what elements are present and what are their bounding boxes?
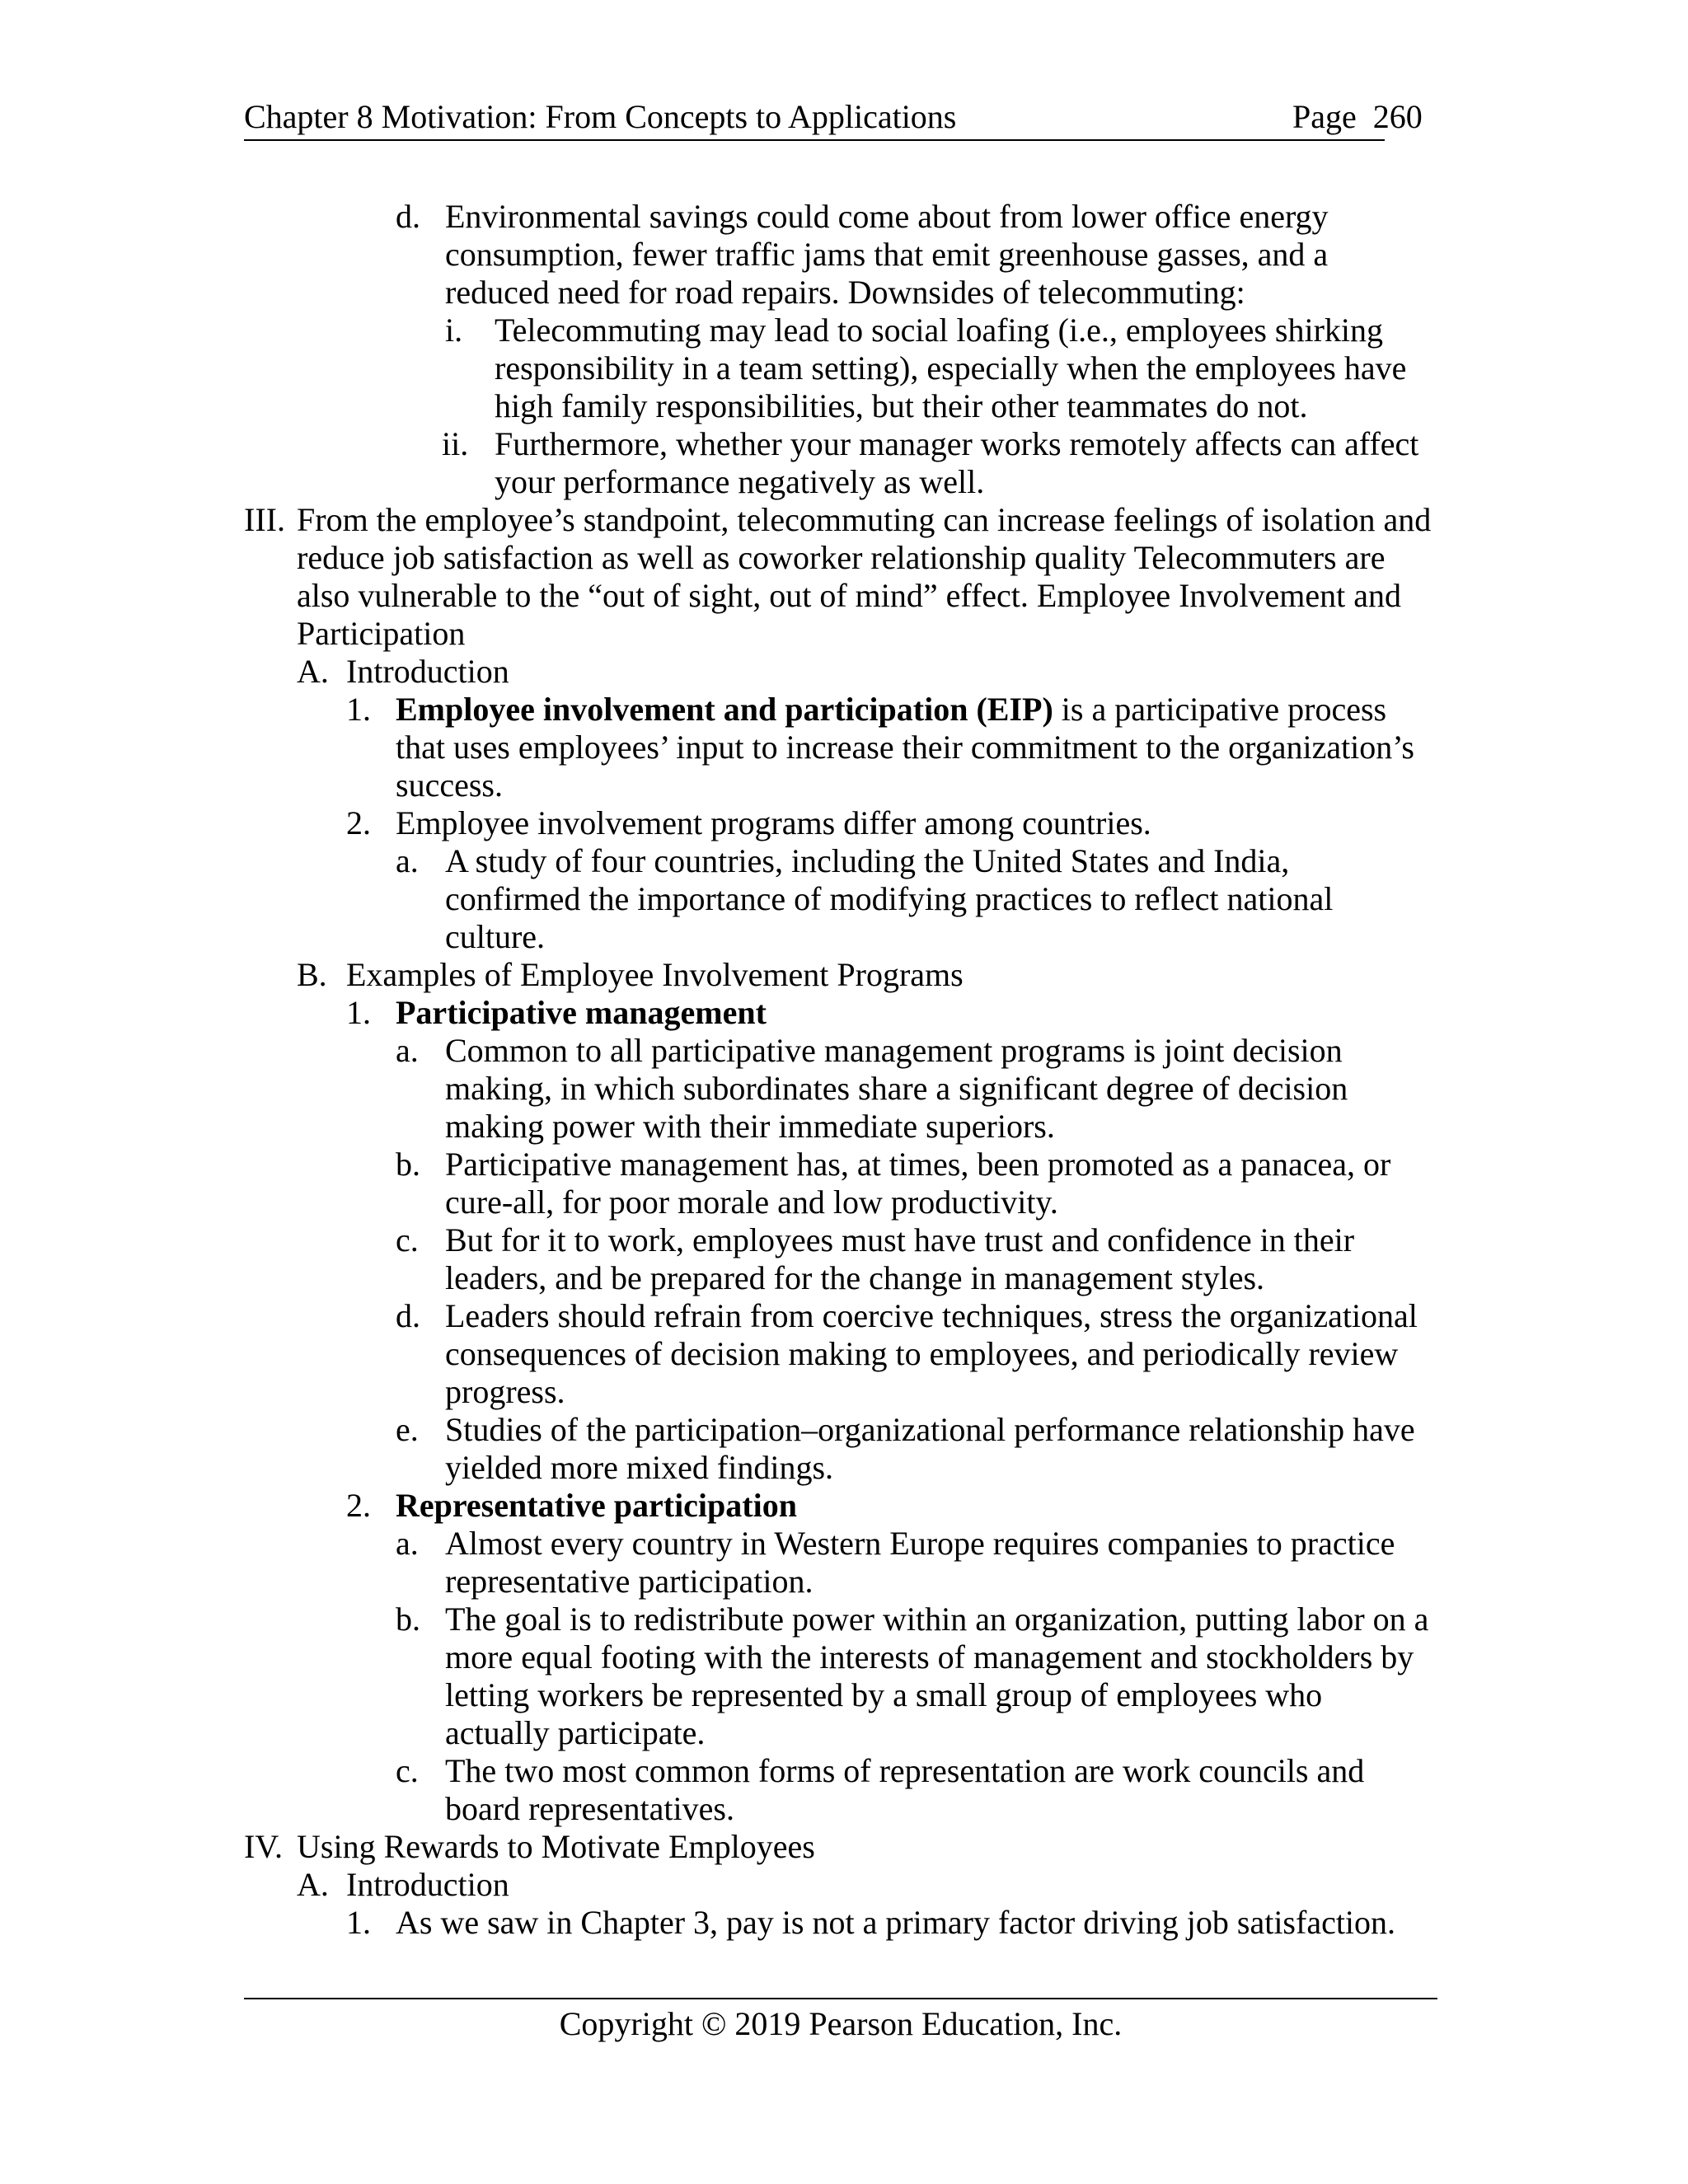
line-text: your performance negatively as well.	[495, 463, 985, 500]
outline-text	[445, 1411, 1415, 1449]
outline-text	[445, 1335, 1398, 1373]
outline-line	[244, 198, 1451, 236]
outline-text	[445, 1638, 1414, 1676]
outline-text	[297, 539, 1385, 577]
outline-text	[445, 1563, 813, 1601]
outline-text	[445, 1070, 1348, 1108]
line-text: Furthermore, whether your manager works remotely affects can affect	[495, 425, 1419, 462]
outline-text	[495, 463, 984, 501]
line-text: Using Rewards to Motivate Employees	[297, 1828, 815, 1865]
copyright-notice: Copyright © 2019 Pearson Education, Inc.	[559, 2005, 1123, 2042]
outline-text	[346, 1866, 509, 1904]
outline-line	[244, 501, 1451, 539]
outline-marker: c.	[396, 1221, 419, 1258]
outline-text	[346, 956, 964, 994]
outline-marker: 2.	[346, 1487, 371, 1524]
outline-text	[495, 425, 1418, 463]
outline-line	[244, 577, 1451, 615]
line-text: that uses employees’ input to increase their commitment to the organization’s	[396, 729, 1414, 766]
outline-line	[244, 1183, 1451, 1221]
outline-text	[297, 577, 1401, 615]
line-text: consumption, fewer traffic jams that emit greenhouse gasses, and a	[445, 236, 1329, 273]
line-text: The two most common forms of representation are work councils and	[445, 1752, 1365, 1789]
outline-text	[445, 1183, 1058, 1221]
outline-line	[244, 615, 1451, 653]
header-rule	[244, 139, 1385, 141]
line-text: Studies of the participation–organizational performance relationship have	[445, 1411, 1415, 1448]
outline-text	[445, 236, 1328, 274]
outline-text	[445, 1221, 1354, 1259]
outline-text	[445, 880, 1333, 918]
line-text: As we saw in Chapter 3, pay is not a primary factor driving job satisfaction.	[396, 1904, 1396, 1941]
line-text: But for it to work, employees must have trust and confidence in their	[445, 1221, 1355, 1258]
outline-text	[396, 804, 1151, 842]
chapter-title: Chapter 8 Motivation: From Concepts to Applications	[244, 98, 957, 135]
outline-text	[445, 274, 1245, 312]
outline-marker: III.	[244, 501, 285, 538]
line-text: Environmental savings could come about from lower office energy	[445, 198, 1329, 235]
outline-line	[244, 1752, 1451, 1790]
line-text: Introduction	[346, 653, 509, 690]
outline-line	[244, 312, 1451, 349]
line-text: Examples of Employee Involvement Programs	[346, 956, 964, 993]
outline-line	[244, 387, 1451, 425]
line-text: reduced need for road repairs. Downsides of telecommuting:	[445, 274, 1245, 311]
line-text: Participation	[297, 615, 466, 652]
document-body	[244, 198, 1451, 1942]
line-text: Leaders should refrain from coercive techniques, stress the organizational	[445, 1297, 1418, 1334]
outline-line	[244, 880, 1451, 918]
outline-line	[244, 349, 1451, 387]
outline-line	[244, 842, 1451, 880]
outline-text	[445, 1449, 833, 1487]
outline-line	[244, 274, 1451, 312]
outline-line	[244, 804, 1451, 842]
outline-text	[445, 1146, 1390, 1183]
outline-line	[244, 729, 1451, 766]
outline-text	[445, 198, 1329, 236]
outline-line	[244, 1259, 1451, 1297]
outline-marker: e.	[396, 1411, 419, 1448]
outline-line	[244, 236, 1451, 274]
line-text: Employee involvement programs differ among countries.	[396, 804, 1151, 841]
outline-line	[244, 1411, 1451, 1449]
outline-text	[445, 1259, 1264, 1297]
page-number-label	[1292, 92, 1423, 142]
outline-line	[244, 956, 1451, 994]
outline-marker: d.	[396, 198, 420, 235]
outline-marker: b.	[396, 1601, 420, 1638]
line-text: yielded more mixed findings.	[445, 1449, 834, 1486]
outline-marker: 1.	[346, 994, 371, 1031]
outline-marker: a.	[396, 1032, 419, 1069]
line-text: more equal footing with the interests of management and stockholders by	[445, 1638, 1414, 1675]
outline-line	[244, 1866, 1451, 1904]
outline-marker: d.	[396, 1297, 420, 1334]
outline-text	[445, 1297, 1418, 1335]
outline-line	[244, 1790, 1451, 1828]
outline-line	[244, 1601, 1451, 1638]
outline-text	[495, 387, 1307, 425]
outline-text	[297, 1828, 815, 1866]
outline-text	[396, 691, 1386, 729]
outline-line	[244, 425, 1451, 463]
outline-text	[445, 1108, 1055, 1146]
page-number: 260	[1372, 98, 1423, 135]
outline-line	[244, 918, 1451, 956]
outline-marker: B.	[297, 956, 327, 993]
outline-line	[244, 1070, 1451, 1108]
line-text: success.	[396, 766, 503, 804]
line-text: representative participation.	[445, 1563, 814, 1600]
outline-marker: b.	[396, 1146, 420, 1183]
outline-text	[396, 994, 767, 1032]
outline-marker: IV.	[244, 1828, 284, 1865]
line-text: From the employee’s standpoint, telecommuting can increase feelings of isolation and	[297, 501, 1432, 538]
outline-line	[244, 1373, 1451, 1411]
outline-marker: a.	[396, 842, 419, 879]
bold-term: Participative management	[396, 994, 767, 1031]
outline-line	[244, 1108, 1451, 1146]
outline-marker: ii.	[442, 425, 469, 462]
outline-line	[244, 1904, 1451, 1942]
outline-marker: c.	[396, 1752, 419, 1789]
outline-line	[244, 766, 1451, 804]
line-text: actually participate.	[445, 1714, 706, 1751]
outline-text	[495, 349, 1406, 387]
outline-text	[445, 1373, 565, 1411]
outline-line	[244, 1563, 1451, 1601]
line-text: also vulnerable to the “out of sight, out of mind” effect. Employee Involvement and	[297, 577, 1401, 614]
outline-line	[244, 994, 1451, 1032]
line-text: culture.	[445, 918, 546, 955]
outline-line	[244, 691, 1451, 729]
outline-text	[396, 766, 503, 804]
outline-text	[396, 729, 1414, 766]
outline-line	[244, 1487, 1451, 1525]
line-text: cure-all, for poor morale and low productivity.	[445, 1183, 1058, 1221]
outline-text	[445, 1752, 1364, 1790]
outline-text	[445, 1601, 1428, 1638]
outline-text	[445, 918, 545, 956]
outline-line	[244, 1638, 1451, 1676]
outline-line	[244, 1297, 1451, 1335]
line-text: Telecommuting may lead to social loafing (i.e., employees shirking	[495, 312, 1384, 349]
outline-text	[495, 312, 1383, 349]
line-text: Common to all participative management programs is joint decision	[445, 1032, 1343, 1069]
outline-line	[244, 1525, 1451, 1563]
outline-marker: A.	[297, 653, 329, 690]
outline-marker: a.	[396, 1525, 419, 1562]
outline-line	[244, 539, 1451, 577]
outline-text	[297, 501, 1431, 539]
outline-text	[297, 615, 465, 653]
line-text: reduce job satisfaction as well as coworker relationship quality Telecommuters are	[297, 539, 1386, 576]
outline-marker: i.	[445, 312, 463, 349]
line-text: high family responsibilities, but their other teammates do not.	[495, 387, 1308, 424]
line-text: board representatives.	[445, 1790, 734, 1827]
outline-text	[445, 1790, 734, 1828]
outline-line	[244, 1449, 1451, 1487]
outline-text	[396, 1487, 797, 1525]
outline-line	[244, 1714, 1451, 1752]
line-text: confirmed the importance of modifying practices to reflect national	[445, 880, 1334, 917]
outline-text	[445, 1676, 1322, 1714]
line-text: letting workers be represented by a small group of employees who	[445, 1676, 1323, 1713]
line-text: The goal is to redistribute power within an organization, putting labor on a	[445, 1601, 1429, 1638]
outline-line	[244, 1676, 1451, 1714]
outline-line	[244, 463, 1451, 501]
outline-line	[244, 1335, 1451, 1373]
outline-marker: 1.	[346, 691, 371, 728]
bold-term: Representative participation	[396, 1487, 797, 1524]
line-text: making power with their immediate superiors.	[445, 1108, 1055, 1145]
outline-line	[244, 1146, 1451, 1183]
outline-text	[396, 1904, 1395, 1942]
line-text: consequences of decision making to employees, and periodically review	[445, 1335, 1399, 1372]
line-text: leaders, and be prepared for the change in management styles.	[445, 1259, 1265, 1296]
outline-line	[244, 1828, 1451, 1866]
outline-marker: A.	[297, 1866, 329, 1903]
line-text: Almost every country in Western Europe requires companies to practice	[445, 1525, 1395, 1562]
bold-term: Employee involvement and participation (EIP)	[396, 691, 1053, 728]
line-text: Introduction	[346, 1866, 509, 1903]
outline-marker: 1.	[346, 1904, 371, 1941]
outline-text	[445, 842, 1289, 880]
page-label: Page	[1292, 98, 1357, 135]
outline-marker: 2.	[346, 804, 371, 841]
outline-text	[445, 1714, 705, 1752]
page-footer	[244, 1998, 1437, 2047]
line-text: Participative management has, at times, been promoted as a panacea, or	[445, 1146, 1391, 1183]
outline-text	[445, 1525, 1395, 1563]
outline-text	[346, 653, 509, 691]
line-text: A study of four countries, including the United States and India,	[445, 842, 1290, 879]
outline-text	[445, 1032, 1343, 1070]
line-text: responsibility in a team setting), especially when the employees have	[495, 349, 1407, 387]
line-text: making, in which subordinates share a significant degree of decision	[445, 1070, 1348, 1107]
line-text: progress.	[445, 1373, 565, 1410]
outline-line	[244, 653, 1451, 691]
outline-line	[244, 1221, 1451, 1259]
outline-line	[244, 1032, 1451, 1070]
line-text: is a participative process	[1053, 691, 1387, 728]
